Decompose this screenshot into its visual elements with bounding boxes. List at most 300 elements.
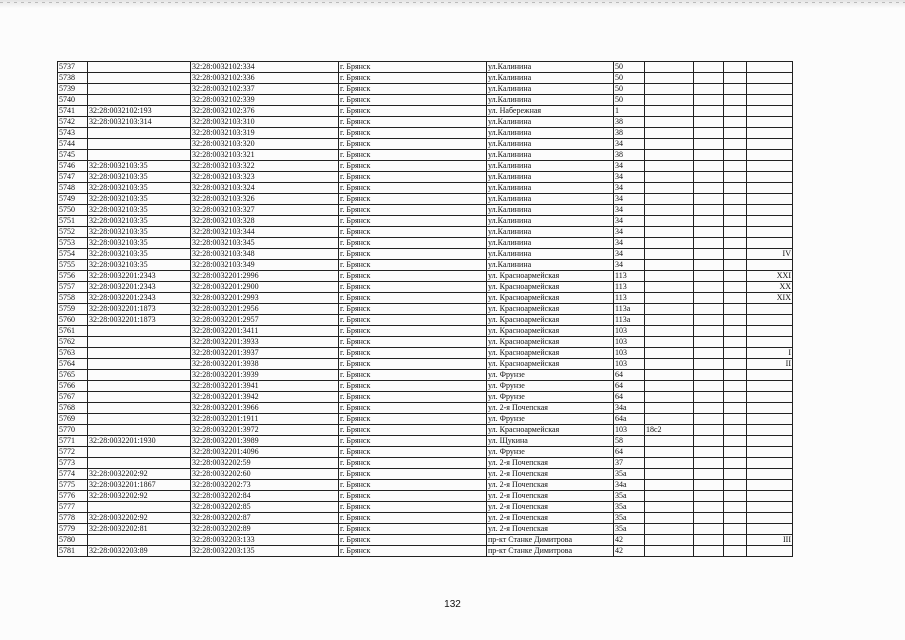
table-row [58,469,793,480]
empty-cell [724,139,747,150]
empty-cell [694,381,724,392]
table-row [58,106,793,117]
cadastral-number-cell: 32:28:0032201:2957 [191,315,339,326]
cadastral-number-cell: 32:28:0032202:59 [191,458,339,469]
row-number-cell: 5778 [58,513,88,524]
parent-cadastral-number-cell: 32:28:0032103:35 [88,249,191,260]
cadastral-number-cell: 32:28:0032202:73 [191,480,339,491]
empty-cell [724,282,747,293]
table-row [58,95,793,106]
premises-number-cell [747,84,793,95]
cadastral-number-cell: 32:28:0032202:89 [191,524,339,535]
empty-cell [724,304,747,315]
premises-number-cell [747,414,793,425]
empty-cell [694,95,724,106]
parent-cadastral-number-cell [88,73,191,84]
parent-cadastral-number-cell: 32:28:0032103:35 [88,238,191,249]
premises-number-cell [747,205,793,216]
city-cell: г. Брянск [339,513,487,524]
row-number-cell: 5769 [58,414,88,425]
row-number-cell: 5737 [58,62,88,73]
cadastral-number-cell: 32:28:0032102:337 [191,84,339,95]
row-number-cell: 5746 [58,161,88,172]
city-cell: г. Брянск [339,304,487,315]
street-cell: ул. Набережная [487,106,614,117]
premises-number-cell: XXI [747,271,793,282]
row-number-cell: 5776 [58,491,88,502]
row-number-cell: 5758 [58,293,88,304]
table-row [58,447,793,458]
city-cell: г. Брянск [339,249,487,260]
street-cell: ул.Калинина [487,216,614,227]
empty-cell [724,216,747,227]
building-suffix-cell [645,447,694,458]
premises-number-cell [747,304,793,315]
parent-cadastral-number-cell: 32:28:0032103:35 [88,183,191,194]
street-cell: ул. 2-я Почепская [487,458,614,469]
premises-number-cell [747,73,793,84]
empty-cell [724,370,747,381]
table-row [58,414,793,425]
row-number-cell: 5764 [58,359,88,370]
cadastral-number-cell: 32:28:0032102:334 [191,62,339,73]
street-cell: ул.Калинина [487,194,614,205]
premises-number-cell [747,392,793,403]
house-number-cell: 103 [614,348,645,359]
row-number-cell: 5750 [58,205,88,216]
empty-cell [694,392,724,403]
street-cell: ул.Калинина [487,117,614,128]
building-suffix-cell [645,502,694,513]
table-row [58,238,793,249]
empty-cell [694,359,724,370]
house-number-cell: 34 [614,238,645,249]
cadastral-number-cell: 32:28:0032103:328 [191,216,339,227]
house-number-cell: 42 [614,535,645,546]
empty-cell [694,458,724,469]
empty-cell [724,73,747,84]
table-row [58,315,793,326]
table-row [58,326,793,337]
city-cell: г. Брянск [339,370,487,381]
parent-cadastral-number-cell [88,458,191,469]
house-number-cell: 42 [614,546,645,557]
premises-number-cell [747,106,793,117]
cadastral-number-cell: 32:28:0032201:3939 [191,370,339,381]
house-number-cell: 34 [614,172,645,183]
empty-cell [694,491,724,502]
house-number-cell: 34а [614,480,645,491]
street-cell: пр-кт Станке Димитрова [487,546,614,557]
empty-cell [694,425,724,436]
building-suffix-cell [645,183,694,194]
empty-cell [694,128,724,139]
cadastral-number-cell: 32:28:0032201:2993 [191,293,339,304]
house-number-cell: 58 [614,436,645,447]
street-cell: ул. Красноармейская [487,282,614,293]
street-cell: ул. Красноармейская [487,271,614,282]
cadastral-number-cell: 32:28:0032103:349 [191,260,339,271]
row-number-cell: 5774 [58,469,88,480]
empty-cell [694,546,724,557]
empty-cell [724,315,747,326]
parent-cadastral-number-cell [88,447,191,458]
empty-cell [694,480,724,491]
city-cell: г. Брянск [339,271,487,282]
house-number-cell: 35а [614,502,645,513]
house-number-cell: 103 [614,337,645,348]
building-suffix-cell [645,513,694,524]
empty-cell [694,447,724,458]
cadastral-number-cell: 32:28:0032201:3972 [191,425,339,436]
building-suffix-cell [645,381,694,392]
parent-cadastral-number-cell: 32:28:0032203:89 [88,546,191,557]
row-number-cell: 5749 [58,194,88,205]
empty-cell [694,469,724,480]
city-cell: г. Брянск [339,183,487,194]
premises-number-cell [747,150,793,161]
empty-cell [724,227,747,238]
empty-cell [694,117,724,128]
parent-cadastral-number-cell [88,359,191,370]
row-number-cell: 5771 [58,436,88,447]
cadastral-number-cell: 32:28:0032201:1911 [191,414,339,425]
cadastral-number-cell: 32:28:0032202:60 [191,469,339,480]
row-number-cell: 5781 [58,546,88,557]
city-cell: г. Брянск [339,205,487,216]
row-number-cell: 5765 [58,370,88,381]
row-number-cell: 5766 [58,381,88,392]
premises-number-cell [747,238,793,249]
city-cell: г. Брянск [339,282,487,293]
cadastral-number-cell: 32:28:0032103:327 [191,205,339,216]
cadastral-number-cell: 32:28:0032201:3938 [191,359,339,370]
house-number-cell: 34 [614,205,645,216]
street-cell: ул.Калинина [487,260,614,271]
house-number-cell: 35а [614,469,645,480]
street-cell: ул.Калинина [487,150,614,161]
street-cell: ул. 2-я Почепская [487,480,614,491]
table-row [58,458,793,469]
house-number-cell: 34 [614,249,645,260]
parent-cadastral-number-cell [88,95,191,106]
table-row [58,502,793,513]
parent-cadastral-number-cell [88,392,191,403]
house-number-cell: 103 [614,326,645,337]
empty-cell [694,337,724,348]
building-suffix-cell [645,106,694,117]
city-cell: г. Брянск [339,447,487,458]
row-number-cell: 5762 [58,337,88,348]
building-suffix-cell [645,293,694,304]
house-number-cell: 64а [614,414,645,425]
cadastral-number-cell: 32:28:0032103:321 [191,150,339,161]
table-row [58,117,793,128]
table-row [58,491,793,502]
empty-cell [694,502,724,513]
premises-number-cell [747,447,793,458]
parent-cadastral-number-cell: 32:28:0032103:35 [88,205,191,216]
parent-cadastral-number-cell [88,62,191,73]
street-cell: ул.Калинина [487,84,614,95]
parent-cadastral-number-cell: 32:28:0032202:92 [88,513,191,524]
street-cell: ул.Калинина [487,139,614,150]
empty-cell [694,161,724,172]
premises-number-cell [747,381,793,392]
row-number-cell: 5739 [58,84,88,95]
empty-cell [724,414,747,425]
table-row [58,128,793,139]
street-cell: ул.Калинина [487,73,614,84]
empty-cell [724,436,747,447]
empty-cell [724,535,747,546]
house-number-cell: 35а [614,491,645,502]
empty-cell [724,106,747,117]
parent-cadastral-number-cell [88,403,191,414]
row-number-cell: 5740 [58,95,88,106]
cadastral-number-cell: 32:28:0032103:344 [191,227,339,238]
city-cell: г. Брянск [339,502,487,513]
premises-number-cell [747,183,793,194]
empty-cell [724,502,747,513]
empty-cell [724,491,747,502]
building-suffix-cell [645,161,694,172]
empty-cell [694,524,724,535]
empty-cell [724,260,747,271]
row-number-cell: 5738 [58,73,88,84]
cadastral-number-cell: 32:28:0032103:310 [191,117,339,128]
city-cell: г. Брянск [339,194,487,205]
row-number-cell: 5759 [58,304,88,315]
table-row [58,513,793,524]
table-row [58,194,793,205]
empty-cell [694,260,724,271]
street-cell: ул. Красноармейская [487,293,614,304]
empty-cell [724,469,747,480]
table-row [58,403,793,414]
city-cell: г. Брянск [339,458,487,469]
empty-cell [724,359,747,370]
street-cell: ул. Щукина [487,436,614,447]
empty-cell [724,183,747,194]
premises-number-cell [747,458,793,469]
premises-number-cell: III [747,535,793,546]
parent-cadastral-number-cell: 32:28:0032103:35 [88,216,191,227]
row-number-cell: 5756 [58,271,88,282]
empty-cell [724,392,747,403]
building-suffix-cell [645,326,694,337]
building-suffix-cell [645,271,694,282]
table-row [58,359,793,370]
city-cell: г. Брянск [339,326,487,337]
empty-cell [694,238,724,249]
building-suffix-cell [645,469,694,480]
building-suffix-cell [645,315,694,326]
cadastral-number-cell: 32:28:0032201:4096 [191,447,339,458]
parent-cadastral-number-cell: 32:28:0032103:314 [88,117,191,128]
table-row [58,249,793,260]
street-cell: ул.Калинина [487,238,614,249]
parent-cadastral-number-cell [88,414,191,425]
empty-cell [694,227,724,238]
empty-cell [724,161,747,172]
street-cell: ул. Красноармейская [487,348,614,359]
empty-cell [724,480,747,491]
empty-cell [724,513,747,524]
building-suffix-cell [645,139,694,150]
cadastral-number-cell: 32:28:0032201:3937 [191,348,339,359]
empty-cell [694,194,724,205]
table-row [58,84,793,95]
table-row [58,293,793,304]
empty-cell [724,194,747,205]
building-suffix-cell [645,172,694,183]
row-number-cell: 5779 [58,524,88,535]
parent-cadastral-number-cell: 32:28:0032103:35 [88,227,191,238]
premises-number-cell [747,480,793,491]
street-cell: ул. 2-я Почепская [487,524,614,535]
building-suffix-cell [645,436,694,447]
house-number-cell: 35а [614,513,645,524]
street-cell: ул.Калинина [487,172,614,183]
house-number-cell: 37 [614,458,645,469]
table-row [58,546,793,557]
street-cell: ул. Красноармейская [487,359,614,370]
empty-cell [694,414,724,425]
building-suffix-cell [645,150,694,161]
premises-number-cell [747,502,793,513]
table-row [58,535,793,546]
row-number-cell: 5773 [58,458,88,469]
street-cell: ул. 2-я Почепская [487,403,614,414]
parent-cadastral-number-cell: 32:28:0032102:193 [88,106,191,117]
table-row [58,161,793,172]
empty-cell [694,249,724,260]
city-cell: г. Брянск [339,348,487,359]
row-number-cell: 5742 [58,117,88,128]
parent-cadastral-number-cell: 32:28:0032202:92 [88,491,191,502]
empty-cell [724,337,747,348]
premises-number-cell [747,425,793,436]
empty-cell [724,348,747,359]
table-row [58,172,793,183]
parent-cadastral-number-cell: 32:28:0032201:1873 [88,304,191,315]
house-number-cell: 64 [614,447,645,458]
street-cell: ул. 2-я Почепская [487,491,614,502]
city-cell: г. Брянск [339,359,487,370]
premises-number-cell [747,326,793,337]
premises-number-cell [747,194,793,205]
empty-cell [694,271,724,282]
city-cell: г. Брянск [339,414,487,425]
building-suffix-cell [645,392,694,403]
parent-cadastral-number-cell [88,128,191,139]
building-suffix-cell [645,117,694,128]
empty-cell [694,73,724,84]
house-number-cell: 50 [614,84,645,95]
row-number-cell: 5763 [58,348,88,359]
city-cell: г. Брянск [339,172,487,183]
building-suffix-cell [645,238,694,249]
premises-number-cell [747,260,793,271]
cadastral-number-cell: 32:28:0032103:320 [191,139,339,150]
parent-cadastral-number-cell: 32:28:0032103:35 [88,172,191,183]
row-number-cell: 5777 [58,502,88,513]
cadastral-number-cell: 32:28:0032202:84 [191,491,339,502]
cadastral-number-cell: 32:28:0032203:133 [191,535,339,546]
empty-cell [694,150,724,161]
table-row [58,425,793,436]
empty-cell [724,117,747,128]
building-suffix-cell [645,205,694,216]
empty-cell [724,238,747,249]
row-number-cell: 5770 [58,425,88,436]
street-cell: ул. 2-я Почепская [487,513,614,524]
city-cell: г. Брянск [339,260,487,271]
premises-number-cell: II [747,359,793,370]
house-number-cell: 103 [614,359,645,370]
cadastral-number-cell: 32:28:0032201:2900 [191,282,339,293]
building-suffix-cell [645,260,694,271]
cadastral-number-cell: 32:28:0032103:323 [191,172,339,183]
building-suffix-cell [645,249,694,260]
house-number-cell: 113 [614,282,645,293]
building-suffix-cell [645,359,694,370]
building-suffix-cell: 18с2 [645,425,694,436]
house-number-cell: 34 [614,216,645,227]
street-cell: ул.Калинина [487,249,614,260]
empty-cell [724,546,747,557]
city-cell: г. Брянск [339,381,487,392]
city-cell: г. Брянск [339,128,487,139]
parent-cadastral-number-cell: 32:28:0032103:35 [88,194,191,205]
house-number-cell: 103 [614,425,645,436]
empty-cell [694,183,724,194]
row-number-cell: 5755 [58,260,88,271]
house-number-cell: 34 [614,183,645,194]
street-cell: ул.Калинина [487,161,614,172]
premises-number-cell [747,315,793,326]
row-number-cell: 5754 [58,249,88,260]
premises-number-cell [747,469,793,480]
premises-number-cell [747,337,793,348]
empty-cell [724,293,747,304]
cadastral-number-cell: 32:28:0032102:339 [191,95,339,106]
empty-cell [694,62,724,73]
house-number-cell: 1 [614,106,645,117]
building-suffix-cell [645,62,694,73]
street-cell: ул. Фрунзе [487,381,614,392]
city-cell: г. Брянск [339,117,487,128]
city-cell: г. Брянск [339,95,487,106]
row-number-cell: 5767 [58,392,88,403]
street-cell: ул. Красноармейская [487,304,614,315]
empty-cell [694,535,724,546]
empty-cell [694,216,724,227]
house-number-cell: 64 [614,392,645,403]
table-row [58,150,793,161]
cadastral-number-cell: 32:28:0032201:3942 [191,392,339,403]
city-cell: г. Брянск [339,469,487,480]
empty-cell [694,513,724,524]
empty-cell [724,128,747,139]
cadastral-number-cell: 32:28:0032103:319 [191,128,339,139]
parent-cadastral-number-cell: 32:28:0032201:1873 [88,315,191,326]
building-suffix-cell [645,304,694,315]
city-cell: г. Брянск [339,546,487,557]
house-number-cell: 113а [614,315,645,326]
building-suffix-cell [645,480,694,491]
